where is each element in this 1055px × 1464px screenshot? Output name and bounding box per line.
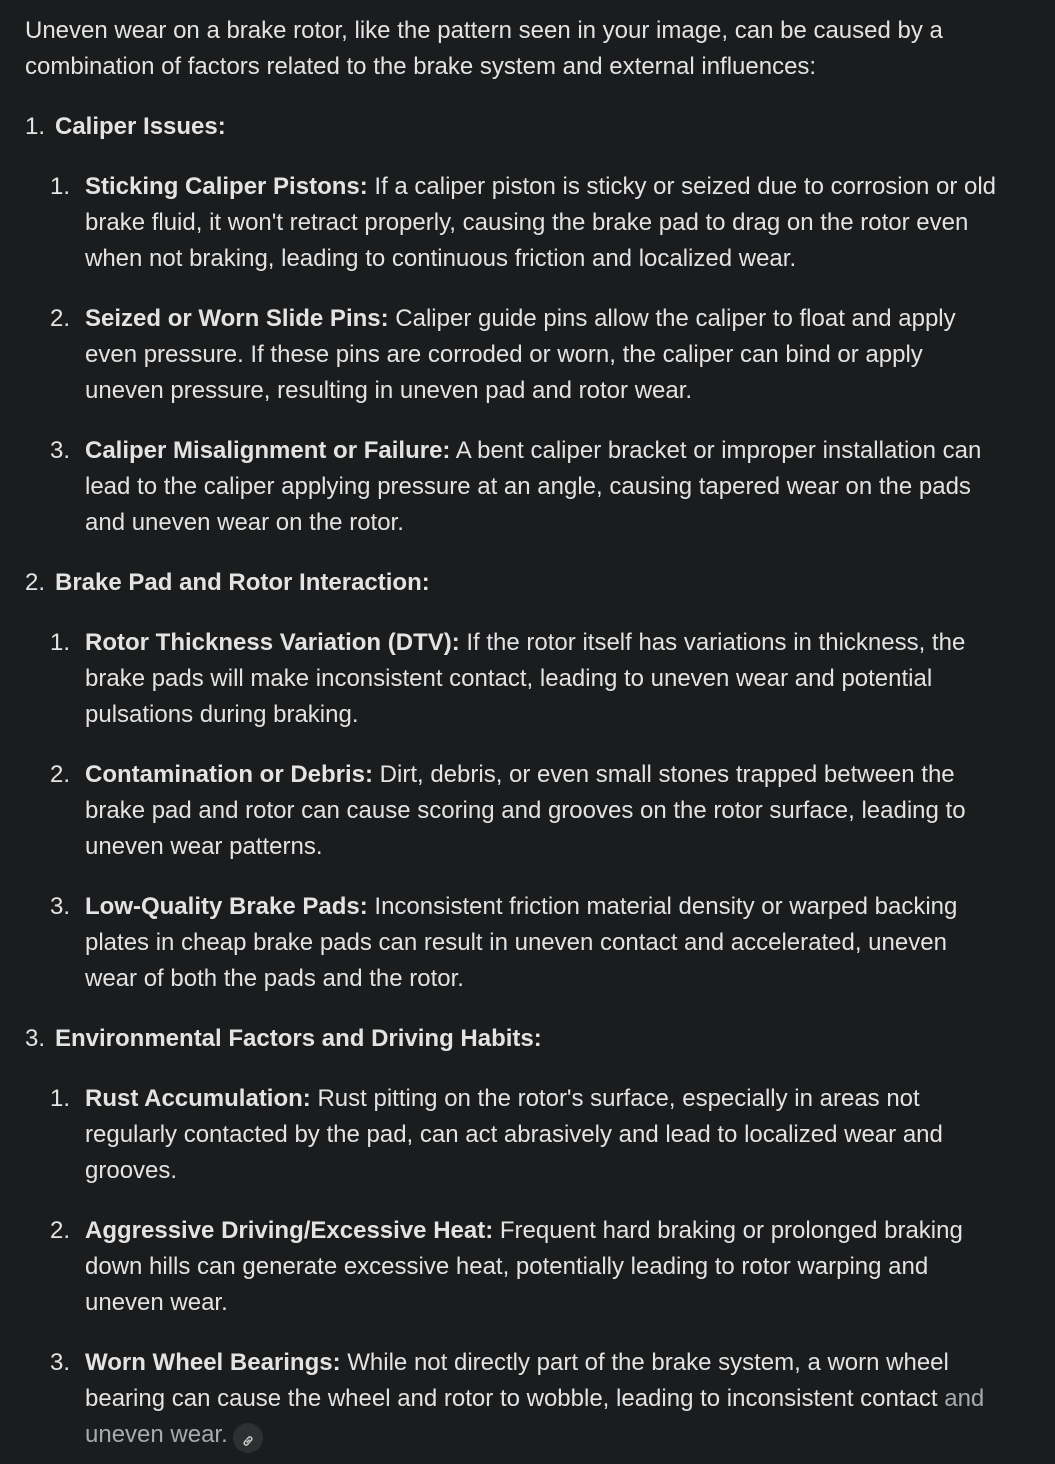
item-body <box>85 625 1005 733</box>
section-number: 2. <box>25 569 46 596</box>
item-number: 2. <box>50 1217 71 1244</box>
list-item <box>25 757 1025 865</box>
item-body <box>85 1345 1005 1453</box>
item-text: Frequent hard braking or prolonged braking down hills can generate excessive heat, potentially leading to rotor warping and uneven wear. <box>85 1217 963 1316</box>
item-number: 1. <box>50 1085 71 1112</box>
list-item <box>25 1081 1025 1189</box>
list-item <box>25 301 1025 409</box>
item-number: 3. <box>50 893 71 920</box>
section-caliper-issues <box>25 109 1025 541</box>
item-text-streaming: and uneven wear. <box>85 1385 985 1448</box>
list-item <box>25 1345 1025 1453</box>
item-text: If a caliper piston is sticky or seized due to corrosion or old brake fluid, it won't retract properly, causing the brake pad to drag on the rotor even when not braking, leading to continuous friction and localized wear. <box>85 173 997 272</box>
item-term: Caliper Misalignment or Failure: <box>85 437 451 464</box>
list-item <box>25 169 1025 277</box>
item-text: A bent caliper bracket or improper installation can lead to the caliper applying pressure at an angle, causing tapered wear on the pads and uneven wear on the rotor. <box>85 437 982 536</box>
item-term: Aggressive Driving/Excessive Heat: <box>85 1217 494 1244</box>
section-environmental-factors <box>25 1021 1025 1453</box>
section-number: 3. <box>25 1025 46 1052</box>
item-term: Contamination or Debris: <box>85 761 374 788</box>
section-brake-pad-rotor-interaction <box>25 565 1025 997</box>
item-term: Rotor Thickness Variation (DTV): <box>85 629 460 656</box>
list-item <box>25 625 1025 733</box>
link-icon <box>241 1434 255 1448</box>
item-body <box>85 1213 1005 1321</box>
item-text: Dirt, debris, or even small stones trapped between the brake pad and rotor can cause scoring and grooves on the rotor surface, leading to uneven wear patterns. <box>85 761 966 860</box>
item-body <box>85 1081 1005 1189</box>
section-title: Caliper Issues: <box>55 113 226 140</box>
item-body <box>85 757 1005 865</box>
item-term: Seized or Worn Slide Pins: <box>85 305 389 332</box>
item-text: While not directly part of the brake system, a worn wheel bearing can cause the wheel and rotor to wobble, leading to inconsistent contact <box>85 1349 949 1412</box>
item-body <box>85 433 1005 541</box>
section-title: Brake Pad and Rotor Interaction: <box>55 569 430 596</box>
item-number: 1. <box>50 629 71 656</box>
item-term: Low-Quality Brake Pads: <box>85 893 368 920</box>
item-number: 3. <box>50 437 71 464</box>
item-body <box>85 301 1005 409</box>
item-number: 2. <box>50 305 71 332</box>
item-term: Worn Wheel Bearings: <box>85 1349 341 1376</box>
section-title: Environmental Factors and Driving Habits: <box>55 1025 542 1052</box>
item-text: Inconsistent friction material density or warped backing plates in cheap brake pads can result in uneven contact and accelerated, uneven wear of both the pads and the rotor. <box>85 893 958 992</box>
item-text: Rust pitting on the rotor's surface, especially in areas not regularly contacted by the pad, can act abrasively and lead to localized wear and grooves. <box>85 1085 943 1184</box>
intro-paragraph: Uneven wear on a brake rotor, like the pattern seen in your image, can be caused by a combination of factors related to the brake system and external influences: <box>25 17 943 80</box>
item-text: If the rotor itself has variations in thickness, the brake pads will make inconsistent contact, leading to uneven wear and potential pulsations during braking. <box>85 629 966 728</box>
list-item <box>25 433 1025 541</box>
item-term: Rust Accumulation: <box>85 1085 311 1112</box>
response-content <box>25 13 1025 1453</box>
item-number: 1. <box>50 173 71 200</box>
item-text: Caliper guide pins allow the caliper to float and apply even pressure. If these pins are corroded or worn, the caliper can bind or apply uneven pressure, resulting in uneven pad and rotor wear. <box>85 305 956 404</box>
item-body <box>85 169 1005 277</box>
list-item <box>25 1213 1025 1321</box>
list-item <box>25 889 1025 997</box>
source-link-button[interactable] <box>233 1423 263 1453</box>
item-body <box>85 889 1005 997</box>
item-number: 3. <box>50 1349 71 1376</box>
item-number: 2. <box>50 761 71 788</box>
section-number: 1. <box>25 113 46 140</box>
item-term: Sticking Caliper Pistons: <box>85 173 368 200</box>
